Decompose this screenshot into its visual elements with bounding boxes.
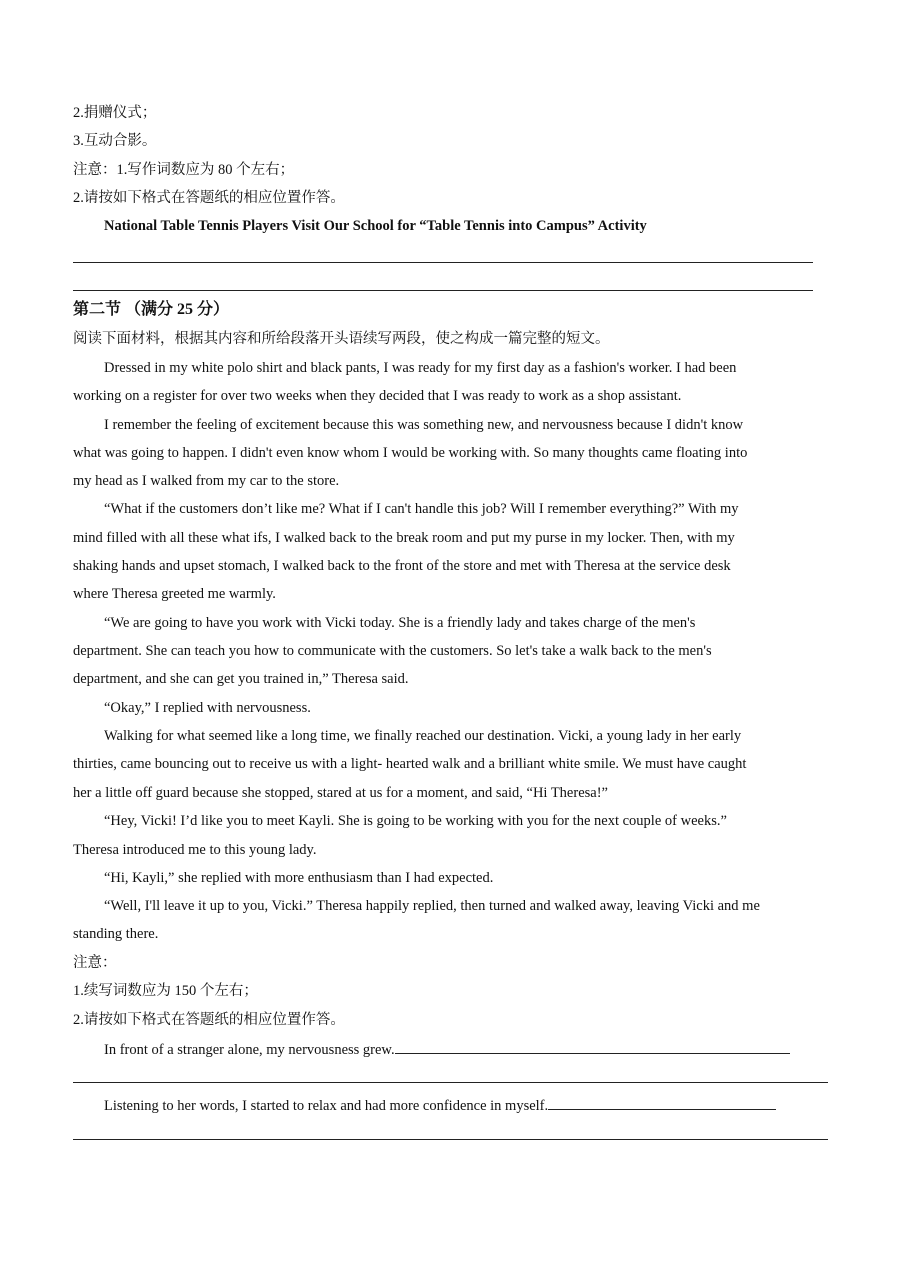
passage-line: standing there. — [73, 926, 159, 942]
paragraph-opener-2 — [104, 1095, 776, 1116]
note-label: 注意： — [73, 955, 117, 971]
passage-line: shaking hands and upset stomach, I walked back to the front of the store and met with Theresa at the service desk — [73, 558, 731, 574]
passage-line: mind filled with all these what ifs, I walked back to the break room and put my purse in my locker. Then, with my — [73, 530, 735, 546]
answer-line — [73, 262, 813, 263]
note-answer-format: 2.请按如下格式在答题纸的相应位置作答。 — [73, 1012, 345, 1028]
passage-line: “What if the customers don’t like me? What if I can't handle this job? Will I remember everything?” With my — [104, 501, 739, 517]
answer-line[interactable] — [73, 1139, 828, 1140]
passage-line: thirties, came bouncing out to receive us with a light- hearted walk and a brilliant white smile. We must have caught — [73, 756, 747, 772]
note-word-count: 1.续写词数应为 150 个左右； — [73, 983, 258, 999]
essay-title: National Table Tennis Players Visit Our School for “Table Tennis into Campus” Activity — [104, 218, 647, 234]
item-group-photo: 3.互动合影。 — [73, 133, 157, 149]
section-heading: 第二节 （满分 25 分） — [73, 301, 230, 318]
answer-line[interactable] — [73, 1082, 828, 1083]
answer-line — [73, 290, 813, 291]
passage-line: my head as I walked from my car to the store. — [73, 473, 340, 489]
passage-line: “Okay,” I replied with nervousness. — [104, 700, 311, 716]
note-answer-format: 2.请按如下格式在答题纸的相应位置作答。 — [73, 190, 345, 206]
passage-line: “Well, I'll leave it up to you, Vicki.” Theresa happily replied, then turned and walked away, leaving Vicki and me — [104, 898, 760, 914]
passage-line: Walking for what seemed like a long time, we finally reached our destination. Vicki, a young lady in her early — [104, 728, 742, 744]
passage-line: her a little off guard because she stopped, stared at us for a moment, and said, “Hi Theresa!” — [73, 785, 608, 801]
item-donation-ceremony: 2.捐赠仪式； — [73, 105, 157, 121]
passage-line: where Theresa greeted me warmly. — [73, 586, 276, 602]
passage-line: “We are going to have you work with Vicki today. She is a friendly lady and takes charge of the men's — [104, 615, 696, 631]
section-instruction: 阅读下面材料，根据其内容和所给段落开头语续写两段，使之构成一篇完整的短文。 — [73, 331, 610, 347]
passage-line: what was going to happen. I didn't even know whom I would be working with. So many thoughts came floating into — [73, 445, 748, 461]
passage-line: I remember the feeling of excitement because this was something new, and nervousness because I didn't know — [104, 417, 744, 433]
writing-blank[interactable] — [395, 1039, 790, 1054]
passage-line: “Hi, Kayli,” she replied with more enthusiasm than I had expected. — [104, 870, 494, 886]
opener-text: In front of a stranger alone, my nervousness grew. — [104, 1042, 395, 1058]
passage-line: “Hey, Vicki! I’d like you to meet Kayli. She is going to be working with you for the next couple of weeks.” — [104, 813, 727, 829]
note-word-count: 注意：1.写作词数应为 80 个左右； — [73, 162, 295, 178]
paragraph-opener-1 — [104, 1039, 790, 1060]
passage-line: department. She can teach you how to communicate with the customers. So let's take a walk back to the men's — [73, 643, 712, 659]
passage-line: department, and she can get you trained in,” Theresa said. — [73, 671, 409, 687]
opener-text: Listening to her words, I started to relax and had more confidence in myself. — [104, 1098, 549, 1114]
writing-blank[interactable] — [548, 1095, 776, 1110]
passage-line: working on a register for over two weeks when they decided that I was ready to work as a shop assistant. — [73, 388, 682, 404]
passage-line: Dressed in my white polo shirt and black pants, I was ready for my first day as a fashion's worker. I had been — [104, 360, 737, 376]
passage-line: Theresa introduced me to this young lady. — [73, 842, 317, 858]
